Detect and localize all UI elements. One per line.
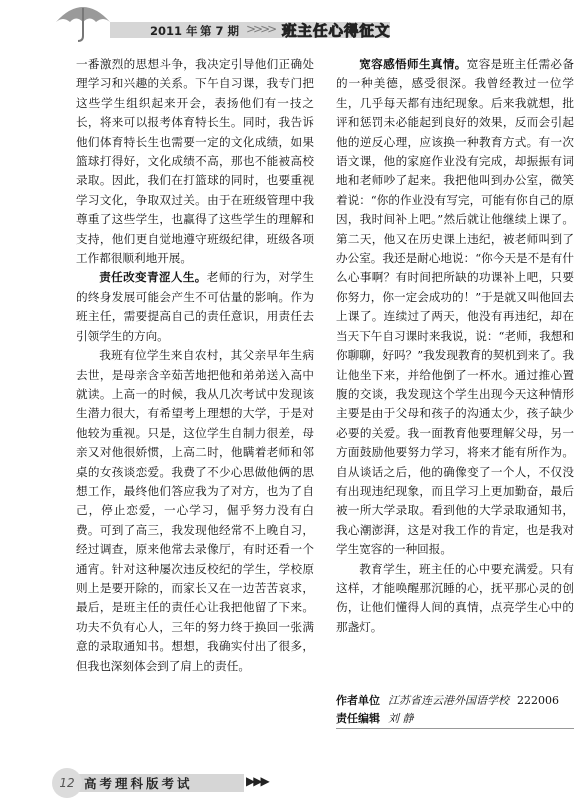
issue-number: 第 7 期: [200, 24, 240, 38]
page-header: [0, 0, 581, 46]
author-unit-label: 作者单位: [336, 694, 380, 707]
page-footer: [0, 764, 581, 800]
paragraph-text: 教育学生，班主任的心中要充满爱。只有这样，才能唤醒那沉睡的心，抚平那心灵的创伤，让他们懂得人间的真情，点亮学生心中的那盏灯。: [336, 561, 574, 634]
column-title: 班主任心得征文: [282, 24, 391, 40]
paragraph-lead: 责任改变青涩人生。: [99, 270, 207, 285]
paragraph: [76, 346, 314, 676]
paragraph: [76, 55, 314, 268]
author-unit-value: 江苏省连云港外国语学校: [388, 694, 509, 707]
article-credits: [336, 692, 576, 728]
editor-row: [336, 710, 576, 728]
paragraph-text: 宽容是班主任需必备的一种美德，感受很深。我曾经教过一位学生，几乎每天都有违纪现象。后来我就想，批评和惩罚未必能起到良好的效果，反而会引起他的逆反心理，应该换一种教育方式。有一次语文课，他的家庭作业没有完成，却振振有词地和老师吵了起来。我把他叫到办公室，微笑着说：“你的作业没有写完，可能有你自己的原因，我时间补上吧。”然后就让他继续上课了。第二天，他又在历史课上违纪，被老师叫到了办公室。我还是耐心地说：“你今天是不是有什么心事啊？有时间把所缺的功课补上吧，只要你努力，你一定会成功的！”于是就又叫他回去上课了。连续过了两天，他没有再违纪，却在当天下午自习课时来我说，说：“老师，我想和你聊聊，好吗？”我发现教育的契机到来了。我让他坐下来，并给他倒了一杯水。通过推心置腹的交谈，我发现这个学生出现今天这种情形主要是由于父母和孩子的沟通太少，孩子缺少必要的关爱。我一面教育他要理解父母，另一方面鼓励他要努力学习，将来才能有所作为。自从谈话之后，他的确像变了一个人，不仅没有出现违纪现象，而且学习上更加勤奋，最后被一所大学录取。看到他的大学录取通知书，我心潮澎湃，这是对我工作的肯定，也是我对学生宽容的一种回报。: [336, 57, 574, 557]
paragraph: [336, 560, 574, 638]
paragraph: [336, 55, 574, 560]
triangles-icon: ▶▶▶: [246, 774, 268, 788]
postcode: 222006: [517, 694, 559, 707]
paragraph-text: 老师的行为，对学生的终身发展可能会产生不可估量的影响。作为班主任，需要提高自己的责任意识，用责任去引领学生的方向。: [76, 270, 314, 343]
paragraph-text: 一番激烈的思想斗争，我决定引导他们正确处理学习和兴趣的关系。下午自习课，我专门把这些学生组织起来开会，表扬他们有一技之长，将来可以报考体育特长生。同时，我告诉他们体育特长生也需要一定的文化成绩，如果篮球打得好，文化成绩不高，那也不能被高校录取。因此，我们在打篮球的同时，也要重视学习文化，争取双过关。由于在班级管理中我尊重了这些学生，也赢得了这些学生的理解和支持，他们更自觉地遵守班级纪律，班级各项工作都很顺利地开展。: [76, 57, 314, 266]
paragraph-text: 我班有位学生来自农村，其父亲早年生病去世，是母亲含辛茹苦地把他和弟弟送入高中就读。上高一的时候，我从几次考试中发现该生潜力很大，有希望考上理想的大学，于是对他较为重视。只是，这位学生自制力很差，母亲又对他很娇惯，上高二时，他瞒着老师和邻桌的女孩谈恋爱。我费了不少心思做他俩的思想工作，最终他们答应我为了对方，也为了自己，停止恋爱，一心学习，倔乎努力没有白费。可到了高三，我发现他经常不上晚自习，经过调查，原来他常去录像厅，有时还看一个通宵。针对这种屡次违反校纪的学生，学校原则上是要开除的，而家长又在一边苦苦哀求，最后，是班主任的责任心让我把他留了下来。功夫不负有心人，三年的努力终于换回一张满意的录取通知书。想想，我确实付出了很多，但我也深刻体会到了肩上的责任。: [76, 348, 314, 673]
chevrons-icon: >>>>: [246, 22, 275, 36]
author-unit-row: [336, 692, 576, 710]
umbrella-icon: [52, 0, 114, 44]
editor-label: 责任编辑: [336, 712, 380, 725]
paragraph: [76, 268, 314, 346]
paragraph-lead: 宽容感悟师生真情。: [359, 57, 467, 71]
page-number: 12: [52, 768, 82, 798]
right-column: [336, 55, 574, 637]
issue-year: 2011 年: [150, 24, 198, 38]
magazine-name: 高考理科版考试: [84, 776, 193, 791]
left-column: [76, 55, 314, 676]
editor-value: 刘 静: [388, 712, 414, 725]
divider: [336, 728, 574, 729]
